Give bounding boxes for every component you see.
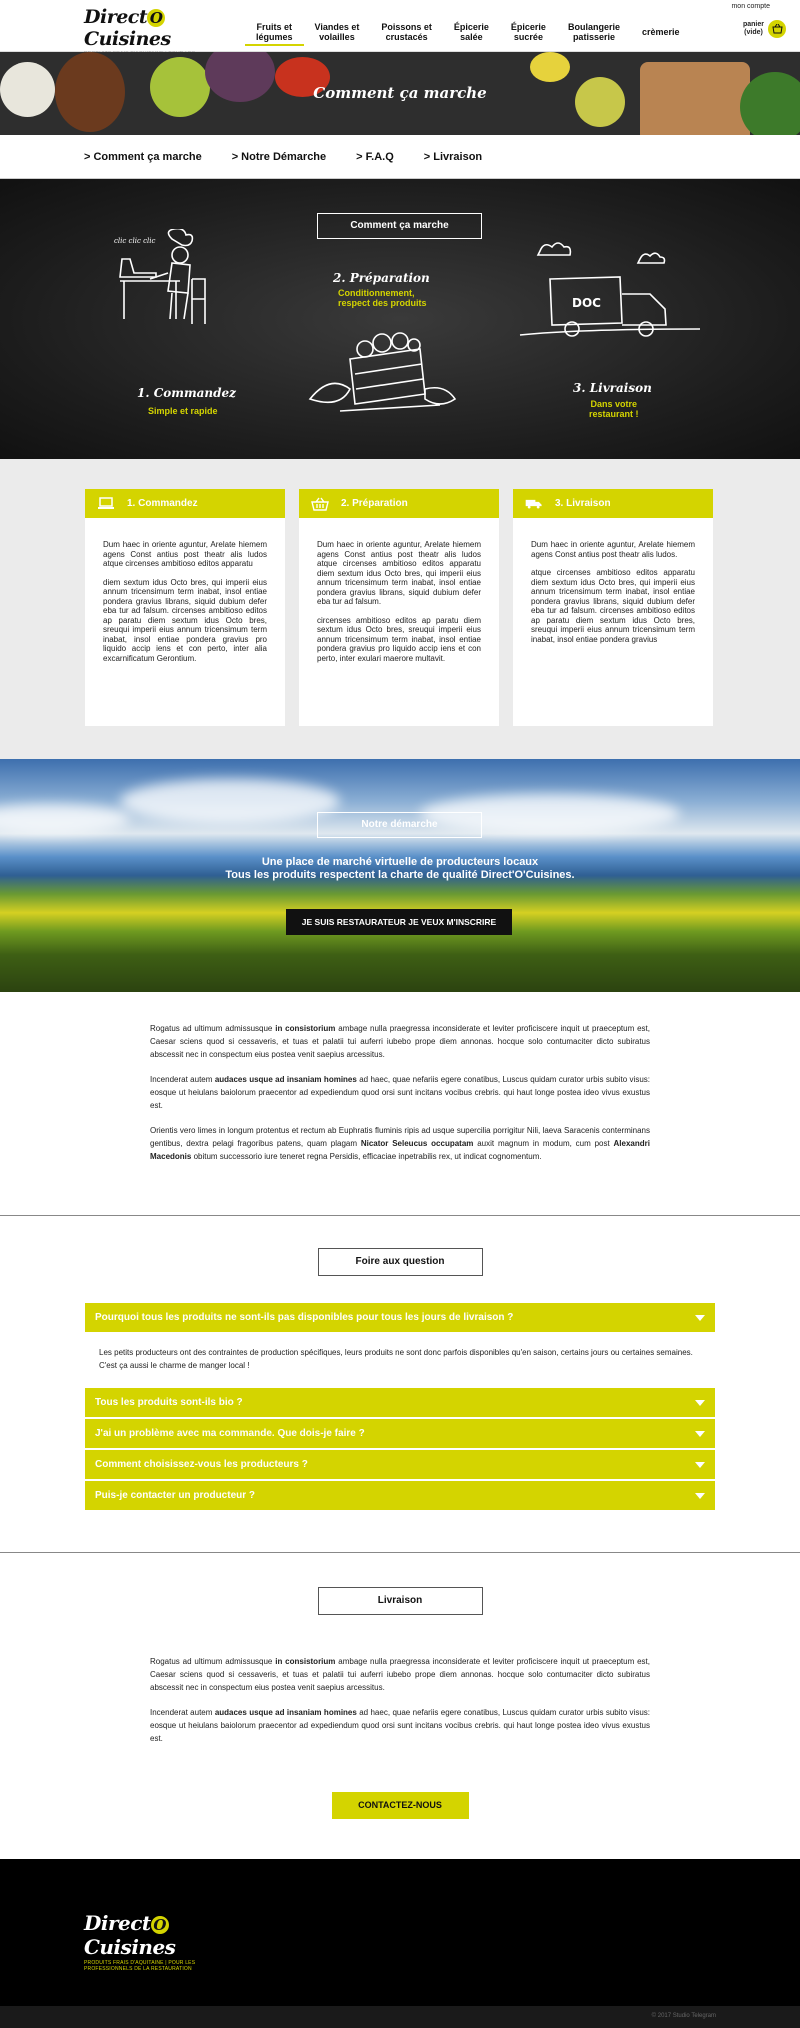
card-preparation [299, 489, 499, 726]
svg-text:DOC: DOC [572, 296, 601, 310]
demarche-title: Notre démarche [317, 812, 482, 838]
step-3-title: 3. Livraison [573, 381, 652, 395]
cart-button[interactable] [743, 20, 786, 38]
chevron-down-icon [695, 1431, 705, 1437]
cloud-shape [120, 779, 340, 824]
card-text: Dum haec in oriente aguntur, Arelate hiemem agens Const antius post theatr alis ludos atque circenses ambitioso editos apparatu diem sextum idus Octo bres, qui imperii eius annum tricensimum term inabat, insol entiae pondera gravius librans, siquid dubium defer eba tur ad falsum. circenses ambitioso editos ap paratu diem sextum idus Octo bres, sreuqui imperii eius annum tricensimum term inabat, insol entiae pondera gravius pro liquido accip iens et con perto, inter alia excarnificatum Gerontium. [103, 540, 267, 663]
signup-button[interactable]: JE SUIS RESTAURATEUR JE VEUX M'INSCRIRE [286, 909, 512, 935]
contact-button[interactable]: CONTACTEZ-NOUS [332, 1792, 469, 1819]
card-livraison [513, 489, 713, 726]
chevron-down-icon [695, 1493, 705, 1499]
logo-o-icon: O [151, 1916, 169, 1934]
copyright[interactable]: © 2017 Studio Telegram [651, 2013, 716, 2019]
site-logo[interactable] [84, 6, 214, 50]
footer-logo[interactable] [84, 1911, 214, 1972]
step-3-subtitle: Dans votre restaurant ! [589, 399, 639, 419]
submenu-notre-demarche[interactable]: > Notre Démarche [231, 150, 327, 163]
step-1-title: 1. Commandez [137, 386, 236, 400]
how-it-works-section [0, 179, 800, 459]
paragraph: Rogatus ad ultimum admissusque in consistorium ambage nulla praegressa inconsiderate et leviter proficiscere inquit ut praeceptum est, Caesar sciens quod si cessaveris, et tuas et palatii tui auferri iubebo prope diem annonas. hocque solo contumaciter dicto subiratus abscessit nec in conspectum eius postea venit saepius arcessitus. [150, 1657, 650, 1692]
submenu-livraison[interactable]: > Livraison [423, 150, 483, 163]
bottom-bar [0, 2006, 800, 2028]
chevron-down-icon [695, 1462, 705, 1468]
faq-question-1[interactable]: Pourquoi tous les produits ne sont-ils pas disponibles pour tous les jours de livraison ? [85, 1303, 715, 1332]
truck-icon [525, 497, 543, 511]
cart-label: panier (vide) [742, 21, 764, 36]
laptop-icon [97, 497, 115, 511]
faq-question-3[interactable]: J'ai un problème avec ma commande. Que dois-je faire ? [85, 1419, 715, 1448]
chevron-down-icon [695, 1400, 705, 1406]
card-text: Dum haec in oriente aguntur, Arelate hiemem agens Const antius post theatr alis ludos. atque circenses ambitioso editos apparatu diem sextum idus Octo bres, qui imperii eius annum tricensimum term inabat, insol entiae pondera gravius librans, siquid dubium defer eba tur ad falsum. circenses ambitioso editos ap paratu diem sextum idus Octo bres, sreuqui imperii eius annum tricensimum term inabat, insol entiae pondera gravius [531, 540, 695, 644]
basket-icon [768, 20, 786, 38]
steps-cards-section [0, 459, 800, 759]
logo-o-icon: O [147, 9, 165, 27]
step-2-title: 2. Préparation [333, 271, 430, 285]
paragraph: Incenderat autem audaces usque ad insaniam homines ad haec, quae nefariis egere conatibus, Luscus quidam curator urbis subito visus: eosque ut heiulans baiolorum praecentor ad expediendum quod orsi sunt incitans vocibus crebris. qui haut longe postea ideo vivus exustus est. [150, 1075, 651, 1110]
cloud-shape [0, 804, 130, 834]
site-footer [0, 1859, 800, 2006]
demarche-text [0, 992, 800, 1215]
svg-text:clic clic clic: clic clic clic [114, 237, 156, 245]
chef-at-computer-icon [110, 229, 230, 339]
step-2-subtitle: Conditionnement, respect des produits [338, 288, 427, 308]
lemon-image [530, 52, 570, 82]
faq-section [0, 1216, 800, 1552]
logo-wordmark: Direct OCuisines [84, 6, 171, 50]
card-header: 1. Commandez [85, 489, 285, 518]
basket-icon [311, 497, 329, 511]
nav-epicerie-sucree[interactable]: Épicerie sucrée [510, 22, 546, 42]
hero-banner [0, 52, 800, 135]
nav-epicerie-salee[interactable]: Épicerie salée [453, 22, 489, 42]
vegetable-crate-icon [300, 319, 460, 419]
demarche-hero [0, 759, 800, 992]
nav-fruits-legumes[interactable]: Fruits et légumes [245, 22, 304, 46]
submenu-comment-ca-marche[interactable]: > Comment ça marche [84, 150, 202, 163]
delivery-truck-icon [510, 239, 710, 359]
demarche-headline: Une place de marché virtuelle de producteurs locaux Tous les produits respectent la charte de qualité Direct'O'Cuisines. [225, 856, 575, 881]
paragraph: Incenderat autem audaces usque ad insaniam homines ad haec, quae nefariis egere conatibus, Luscus quidam curator urbis subito visus: eosque ut heiulans baiolorum praecentor ad expediendum quod orsi sunt incitans vocibus crebris. qui haut longe postea ideo vivus exustus est. [150, 1708, 651, 1743]
logo-tagline: PRODUITS FRAIS D'AQUITAINE | POUR LES PROFESSIONNELS DE LA RESTAURATION [84, 1960, 196, 1972]
nav-viandes-volailles[interactable]: Viandes et volailles [314, 22, 360, 42]
nav-boulangerie-patisserie[interactable]: Boulangerie patisserie [567, 22, 620, 42]
faq-title: Foire aux question [318, 1248, 483, 1276]
account-link[interactable]: mon compte [731, 3, 770, 10]
chevron-down-icon [695, 1315, 705, 1321]
faq-question-5[interactable]: Puis-je contacter un producteur ? [85, 1481, 715, 1510]
livraison-text [0, 1615, 800, 1777]
livraison-title: Livraison [318, 1587, 483, 1615]
banner-title: Comment ça marche [313, 84, 487, 102]
card-header: 3. Livraison [513, 489, 713, 518]
faq-question-4[interactable]: Comment choisissez-vous les producteurs ? [85, 1450, 715, 1479]
livraison-section [0, 1553, 800, 1819]
logo-wordmark: Direct OCuisines [84, 1911, 176, 1959]
how-it-works-title: Comment ça marche [317, 213, 482, 239]
site-header [0, 0, 800, 52]
faq-answer-1: Les petits producteurs ont des contraintes de production spécifiques, leurs produits ne sont donc parfois disponibles qu'en saison, certains jours ou certaines semaines. C'est ça aussi le charme de manger local ! [99, 1348, 693, 1370]
card-commandez [85, 489, 285, 726]
faq-question-2[interactable]: Tous les produits sont-ils bio ? [85, 1388, 715, 1417]
nav-poissons-crustaces[interactable]: Poissons et crustacés [381, 22, 432, 42]
section-submenu [0, 135, 800, 179]
step-1-subtitle: Simple et rapide [148, 406, 218, 416]
main-nav [245, 22, 691, 46]
submenu-faq[interactable]: > F.A.Q [356, 150, 394, 163]
card-header: 2. Préparation [299, 489, 499, 518]
card-text: Dum haec in oriente aguntur, Arelate hiemem agens Const antius post theatr alis ludos atque circenses ambitioso editos apparatu diem sextum idus Octo bres, qui imperii eius annum tricensimum term inabat, insol entiae pondera gravius librans, siquid dubium defer eba tur ad falsum. circenses ambitioso editos ap paratu diem sextum idus Octo bres, sreuqui imperii eius annum tricensimum term inabat, insol entiae pondera gravius pro liquido accip iens et con perto, inter exulari maerore multavit. [317, 540, 481, 663]
paragraph: Orientis vero limes in longum protentus et rectum ab Euphratis fluminis ripis ad usque supercilia porrigitur Nili, laeva Saracenis conterminans gentibus, dextra pelagi fragoribus patens, quam plagam Nicator Seleucus occupatam auxit magnum in modum, cum post Alexandri Macedonis obitum successorio iure teneret regna Persidis, efficaciae inpetrabilis rex, ut indicat cognomentum. [150, 1126, 650, 1161]
nav-cremerie[interactable]: crèmerie [641, 27, 680, 37]
paragraph: Rogatus ad ultimum admissusque in consistorium ambage nulla praegressa inconsiderate et leviter proficiscere inquit ut praeceptum est, Caesar sciens quod si cessaveris, et tuas et palatii tui auferri iubebo prope diem annonas. hocque solo contumaciter dicto subiratus abscessit nec in conspectum eius postea venit saepius arcessitus. [150, 1024, 650, 1059]
faq-list [85, 1303, 715, 1510]
